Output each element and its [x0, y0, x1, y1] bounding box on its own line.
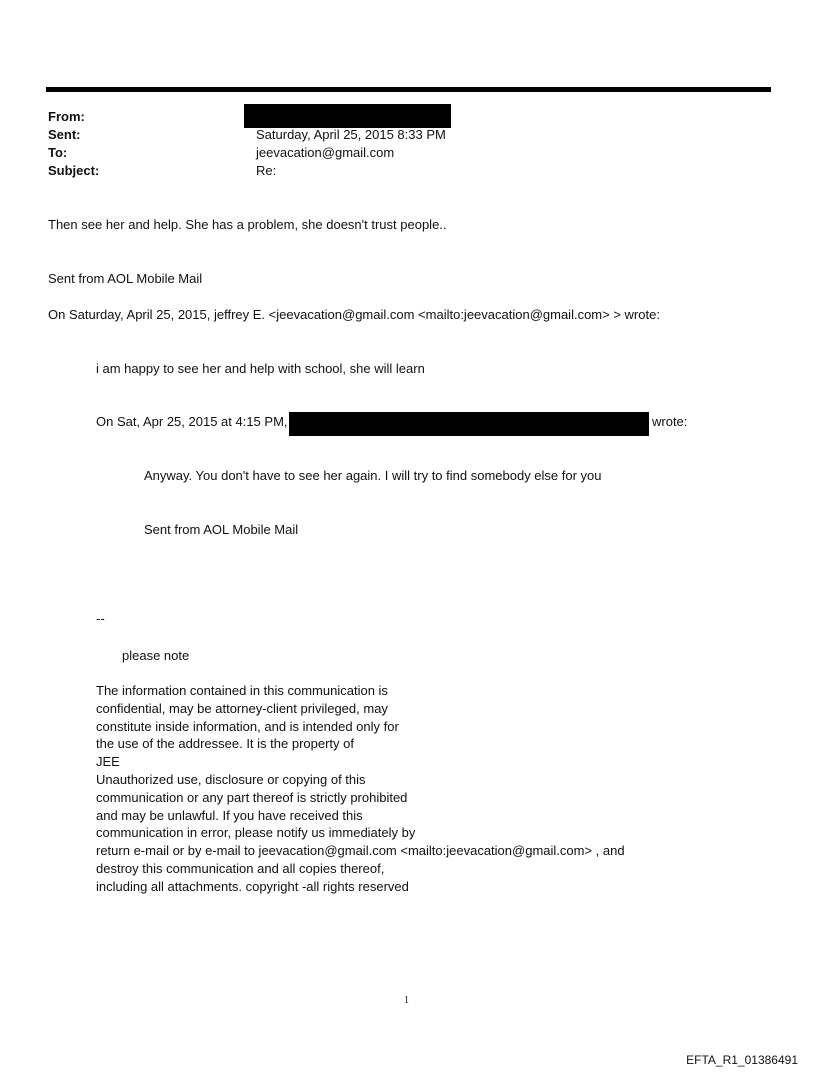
- from-label: From:: [48, 109, 85, 124]
- subject-label: Subject:: [48, 163, 100, 178]
- disclaimer: [96, 682, 625, 896]
- quote2-intro: On Sat, Apr 25, 2015 at 4:15 PM,: [96, 414, 288, 429]
- page-number: 1: [404, 995, 409, 1006]
- quote2-wrote: wrote:: [652, 414, 688, 429]
- disclaimer-line: JEE: [96, 754, 120, 770]
- to-label: To:: [48, 145, 68, 160]
- subject-value: Re:: [256, 163, 277, 178]
- reply-line: i am happy to see her and help with school, she will learn: [96, 361, 425, 376]
- please-note: please note: [122, 648, 190, 663]
- disclaimer-line: communication in error, please notify us immediately by: [96, 825, 416, 841]
- nested-signature: Sent from AOL Mobile Mail: [144, 522, 299, 537]
- disclaimer-line: communication or any part thereof is strictly prohibited: [96, 789, 408, 805]
- signature-dash: --: [96, 611, 105, 626]
- header-rule: [46, 87, 771, 92]
- disclaimer-line: destroy this communication and all copies thereof,: [96, 860, 385, 876]
- sent-value: Saturday, April 25, 2015 8:33 PM: [256, 127, 446, 142]
- disclaimer-line: including all attachments. copyright -all rights reserved: [96, 878, 409, 894]
- bates-stamp: EFTA_R1_01386491: [686, 1053, 798, 1067]
- disclaimer-line: return e-mail or by e-mail to jeevacation@gmail.com <mailto:jeevacation@gmail.com> , and: [96, 843, 625, 859]
- disclaimer-line: constitute inside information, and is intended only for: [96, 718, 399, 734]
- disclaimer-line: The information contained in this communication is: [96, 683, 388, 698]
- from-redaction: [244, 104, 451, 128]
- sent-label: Sent:: [48, 127, 81, 142]
- disclaimer-line: confidential, may be attorney-client privileged, may: [96, 700, 388, 716]
- disclaimer-line: and may be unlawful. If you have received this: [96, 807, 363, 823]
- to-value: jeevacation@gmail.com: [256, 145, 395, 160]
- disclaimer-line: the use of the addressee. It is the property of: [96, 736, 354, 752]
- quote-intro: On Saturday, April 25, 2015, jeffrey E. <jeevacation@gmail.com <mailto:jeevacation@gmail.com> > wrote:: [48, 307, 660, 322]
- nested-reply-line: Anyway. You don't have to see her again. I will try to find somebody else for you: [144, 468, 602, 483]
- sender-redaction: [289, 412, 649, 436]
- signature: Sent from AOL Mobile Mail: [48, 271, 203, 286]
- disclaimer-line: Unauthorized use, disclosure or copying of this: [96, 771, 366, 787]
- message-line: Then see her and help. She has a problem, she doesn't trust people..: [48, 217, 447, 232]
